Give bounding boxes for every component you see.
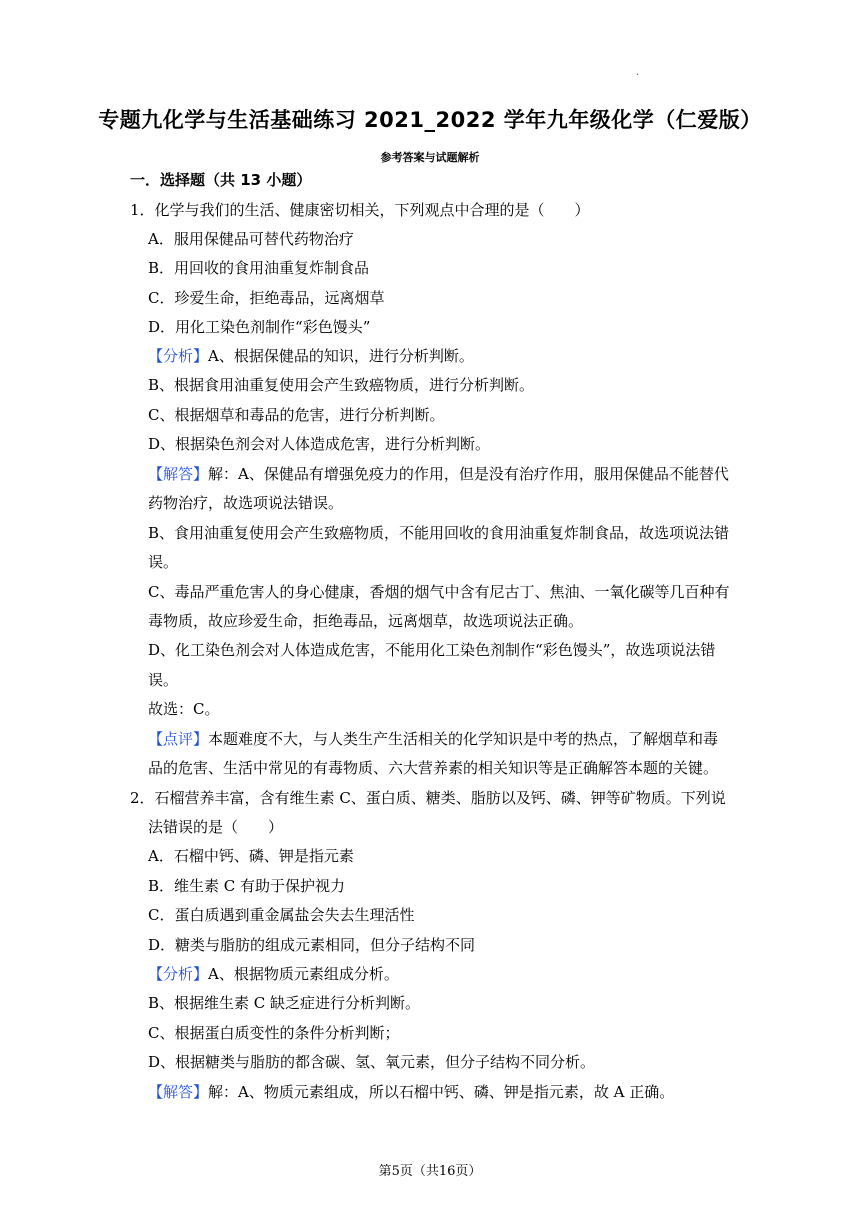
q1-comment-text: 本题难度不大，与人类生产生活相关的化学知识是中考的热点，了解烟草和毒 [208,730,719,748]
q2-solution-tag: 【解答】 [148,1083,209,1101]
q2-analysis-line-3: C、根据蛋白质变性的条件分析判断； [148,1024,400,1042]
q1-solution-line-4: 误。 [148,553,179,571]
q2-analysis-line-4: D、根据糖类与脂肪的都含碳、氢、氧元素，但分子结构不同分析。 [148,1053,596,1071]
q1-solution-line-3: B、食用油重复使用会产生致癌物质，不能用回收的食用油重复炸制食品，故选项说法错 [148,524,730,542]
q2-option-d: D．糖类与脂肪的组成元素相同，但分子结构不同 [148,936,476,954]
q1-analysis-tag: 【分析】 [148,347,209,365]
q1-comment-line-1 [148,729,718,749]
question-1-stem: 1．化学与我们的生活、健康密切相关，下列观点中合理的是（ ） [130,201,590,219]
section-heading: 一．选择题（共 13 小题） [130,171,312,189]
q1-comment-line-2: 品的危害、生活中常见的有毒物质、六大营养素的相关知识等是正确解答本题的关键。 [148,759,719,777]
q1-solution-line-1 [148,464,729,484]
q2-solution-line-1 [148,1082,674,1102]
q1-solution-line-5: C、毒品严重危害人的身心健康，香烟的烟气中含有尼古丁、焦油、一氧化碳等几百种有 [148,583,730,601]
corner-mark: · [636,70,640,81]
q2-analysis-line-1 [148,964,399,984]
q1-solution-text: 解：A、保健品有增强免疫力的作用，但是没有治疗作用，服用保健品不能替代 [208,465,729,483]
q1-option-a: A．服用保健品可替代药物治疗 [148,230,354,248]
document-subtitle: 参考答案与试题解析 [380,151,480,164]
page-footer: 第5页（共16页） [378,1164,482,1179]
q1-option-b: B．用回收的食用油重复炸制食品 [148,259,370,277]
q2-analysis-line-2: B、根据维生素 C 缺乏症进行分析判断。 [148,994,421,1012]
q1-answer: 故选：C。 [148,700,220,718]
q1-analysis-line-4: D、根据染色剂会对人体造成危害，进行分析判断。 [148,435,491,453]
q1-option-c: C．珍爱生命，拒绝毒品，远离烟草 [148,289,385,307]
q2-analysis-tag: 【分析】 [148,965,209,983]
q2-option-a: A．石榴中钙、磷、钾是指元素 [148,847,354,865]
q1-solution-tag: 【解答】 [148,465,209,483]
q1-analysis-line-2: B、根据食用油重复使用会产生致癌物质，进行分析判断。 [148,376,535,394]
q1-comment-tag: 【点评】 [148,730,209,748]
q1-solution-line-8: 误。 [148,671,179,689]
q2-option-c: C．蛋白质遇到重金属盐会失去生理活性 [148,906,415,924]
q1-solution-line-7: D、化工染色剂会对人体造成危害，不能用化工染色剂制作“彩色馒头”，故选项说法错 [148,641,716,659]
document-title: 专题九化学与生活基础练习 2021_2022 学年九年级化学（仁爱版） [98,108,762,132]
q1-solution-line-6: 毒物质，故应珍爱生命，拒绝毒品，远离烟草，故选项说法正确。 [148,612,584,630]
q1-analysis-line-1 [148,346,474,366]
q1-analysis-text: A、根据保健品的知识，进行分析判断。 [208,347,474,365]
q2-option-b: B．维生素 C 有助于保护视力 [148,877,346,895]
q1-option-d: D．用化工染色剂制作“彩色馒头” [148,318,371,336]
q2-solution-text: 解：A、物质元素组成，所以石榴中钙、磷、钾是指元素，故 A 正确。 [208,1083,675,1101]
q1-solution-line-2: 药物治疗，故选项说法错误。 [148,494,344,512]
question-2-stem-line-2: 法错误的是（ ） [148,818,284,836]
question-2-stem: 2．石榴营养丰富，含有维生素 C、蛋白质、糖类、脂肪以及钙、磷、钾等矿物质。下列说 [130,789,726,807]
q1-analysis-line-3: C、根据烟草和毒品的危害，进行分析判断。 [148,406,445,424]
q2-analysis-text: A、根据物质元素组成分析。 [208,965,399,983]
